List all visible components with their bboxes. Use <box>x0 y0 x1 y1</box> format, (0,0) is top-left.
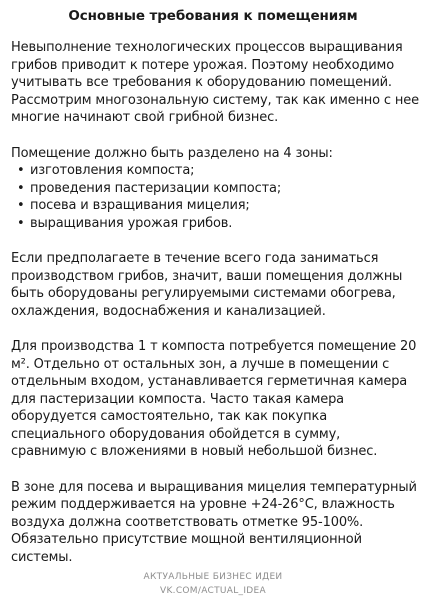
paragraph-year-round: Если предполагаете в течение всего года заниматься производством грибов, значит, ваши помещения должны быть оборудованы регулируемыми системами обогрева, охлаждения, водоснабжения и канализацией. <box>11 251 403 319</box>
paragraph-mycelium: В зоне для посева и выращивания мицелия температурный режим поддерживается на уровне +24-26°C, влажность воздуха должна соответствовать отметке 95-100%. Обязательно присутствие мощной вентиляционной системы. <box>11 479 417 565</box>
article-body <box>11 39 419 584</box>
list-item <box>11 162 419 180</box>
zone-label: изготовления компоста; <box>30 163 195 178</box>
bullet-icon: • <box>17 215 25 231</box>
article-title: Основные требования к помещениям <box>68 8 358 24</box>
list-item <box>11 197 419 215</box>
zone-label: посева и взращивания мицелия; <box>30 198 250 213</box>
zone-label: выращивания урожая грибов. <box>30 215 233 231</box>
zones-intro: Помещение должно быть разделено на 4 зоны: <box>11 145 333 161</box>
footer-brand: АКТУАЛЬНЫЕ БИЗНЕС ИДЕИ <box>143 572 283 582</box>
list-item <box>11 180 419 198</box>
bullet-icon: • <box>17 198 25 213</box>
footer-link: VK.COM/ACTUAL_IDEA <box>160 586 266 596</box>
zone-label: проведения пастеризации компоста; <box>30 180 282 196</box>
zones-section <box>11 145 419 233</box>
paragraph-compost: Для производства 1 т компоста потребуется помещение 20 м². Отдельно от остальных зон, а лучше в помещении с отдельным входом, устанавливается герметичная камера для пастеризации компоста. Часто такая камера оборудуется самостоятельно, так как покупка специального оборудования обойдется в сумму, сравнимую с вложениями в новый небольшой бизнес. <box>11 339 417 459</box>
zones-list <box>11 162 419 232</box>
bullet-icon: • <box>17 180 25 196</box>
bullet-icon: • <box>17 163 25 178</box>
list-item <box>11 215 419 233</box>
paragraph-intro: Невыполнение технологических процессов выращивания грибов приводит к потере урожая. Поэтому необходимо учитывать все требования к оборудованию помещений. Рассмотрим многозональную систему, так как именно с нее многие начинают свой грибной бизнес. <box>11 40 419 125</box>
